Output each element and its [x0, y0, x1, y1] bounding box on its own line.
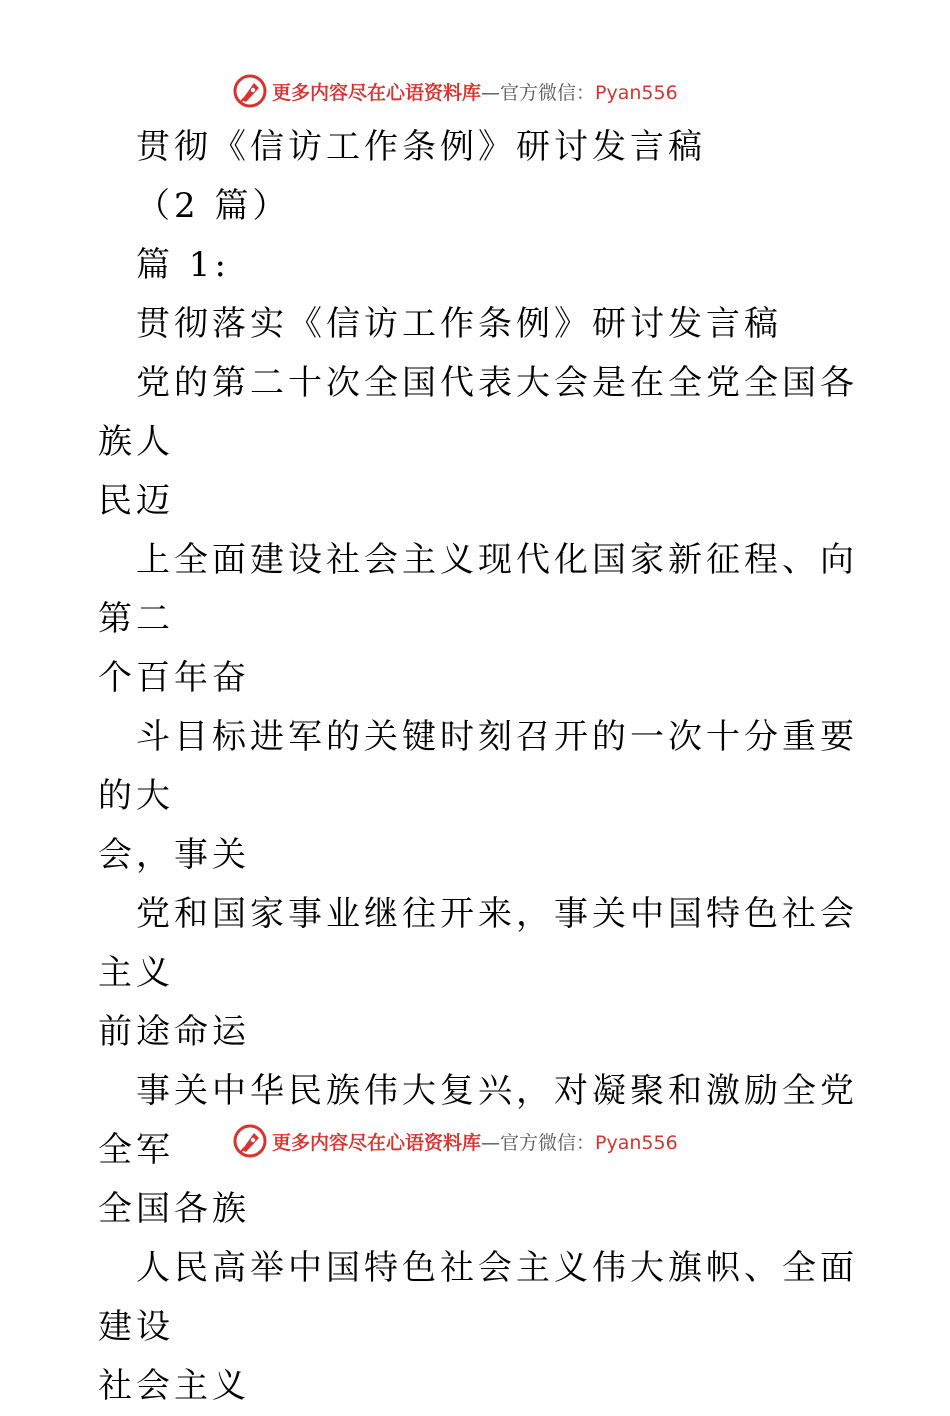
body-line: 党的第二十次全国代表大会是在全党全国各族人 [98, 363, 858, 462]
watermark-brand: 更多内容尽在心语资料库 [272, 1131, 482, 1154]
body-line: 前途命运 [98, 1012, 250, 1052]
body-line: 上全面建设社会主义现代化国家新征程、向第二 [98, 540, 858, 639]
footer-watermark [232, 1121, 678, 1161]
body-line: 人民高举中国特色社会主义伟大旗帜、全面建设 [98, 1248, 858, 1347]
body-line: 全国各族 [98, 1189, 250, 1229]
body-line: 社会主义 [98, 1366, 250, 1406]
part-label: 篇 1: [136, 245, 230, 285]
header-watermark [232, 71, 678, 111]
watermark-label: 官方微信： [500, 81, 596, 104]
body-line: 斗目标进军的关键时刻召开的一次十分重要的大 [98, 717, 858, 816]
watermark-brand: 更多内容尽在心语资料库 [272, 81, 482, 104]
watermark-dash: — [481, 1131, 501, 1154]
body-line: 个百年奋 [98, 658, 250, 698]
body-line: 事关中华民族伟大复兴，对凝聚和激励全党全军 [98, 1071, 858, 1170]
document-title: 贯彻《信访工作条例》研讨发言稿 [136, 127, 706, 167]
body-line: 会，事关 [98, 835, 250, 875]
watermark-label: 官方微信： [500, 1131, 596, 1154]
document-subtitle: 贯彻落实《信访工作条例》研讨发言稿 [136, 304, 782, 344]
pen-nib-logo-icon [232, 1123, 268, 1159]
body-line: 民迈 [98, 481, 174, 521]
pen-nib-logo-icon [232, 73, 268, 109]
body-line: 党和国家事业继往开来，事关中国特色社会主义 [98, 894, 858, 993]
document-body [98, 118, 858, 1416]
watermark-account: Pyan556 [595, 1131, 678, 1154]
watermark-account: Pyan556 [595, 81, 678, 104]
watermark-dash: — [481, 81, 501, 104]
document-count: （2 篇） [136, 186, 291, 226]
watermark-text [272, 1128, 678, 1155]
watermark-text [272, 78, 678, 105]
